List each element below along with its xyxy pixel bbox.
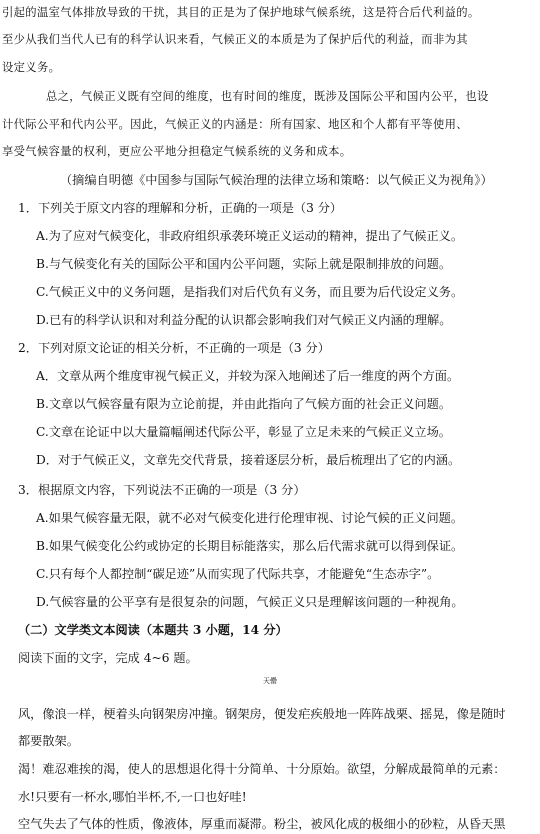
question-3-option-d[interactable]: D.气候容量的公平享有是很复杂的问题，气候正义只是理解该问题的一种视角。: [36, 595, 464, 609]
question-1-stem: 1．下列关于原文内容的理解和分析，正确的一项是（3 分）: [18, 201, 343, 215]
lead-line-4: 总之，气候正义既有空间的维度，也有时间的维度，既涉及国际公平和国内公平，也设: [46, 90, 489, 103]
question-3-stem: 3．根据原文内容，下列说法不正确的一项是（3 分）: [18, 483, 306, 497]
question-3-option-b[interactable]: B.如果气候变化公约或协定的长期目标能落实，那么后代需求就可以得到保证。: [36, 539, 464, 553]
section-heading: （二）文学类文本阅读（本题共 3 小题，14 分）: [18, 623, 288, 637]
question-1-option-b[interactable]: B.与气候变化有关的国际公平和国内公平问题，实际上就是限制排放的问题。: [36, 257, 452, 271]
story-line-1: 风，像浪一样，梗着头向钢架房冲撞。钢架房，便发疟疾般地一阵阵战栗、摇晃，像是随时: [18, 707, 506, 721]
citation: （摘编自明德《中国参与国际气候治理的法律立场和策略：以气候正义为视角》）: [60, 173, 493, 187]
question-2-option-d[interactable]: D．对于气候正义，文章先交代背景，接着逐层分析，最后梳理出了它的内涵。: [36, 453, 461, 467]
question-1-option-c[interactable]: C.气候正义中的义务问题，是指我们对后代负有义务，而且要为后代设定义务。: [36, 285, 464, 299]
story-line-5: 空气失去了气体的性质，像液体，厚重而凝滞。粉尘，被风化成的极细小的砂粒，从昏天黑: [18, 817, 506, 831]
question-2-option-a[interactable]: A．文章从两个维度审视气候正义，并较为深入地阐述了后一维度的两个方面。: [36, 369, 460, 383]
question-3-option-c[interactable]: C.只有每个人都控制“碳足迹”从而实现了代际共享，才能避免“生态赤字”。: [36, 567, 440, 581]
story-title: 天罍: [263, 677, 277, 685]
lead-line-1: 引起的温室气体排放导致的干扰，其目的正是为了保护地球气候系统，这是符合后代利益的。: [2, 6, 480, 19]
lead-line-3: 设定义务。: [2, 61, 61, 74]
question-2-stem: 2．下列对原文论证的相关分析，不正确的一项是（3 分）: [18, 341, 330, 355]
question-1-option-d[interactable]: D.已有的科学认识和对利益分配的认识都会影响我们对气候正义内涵的理解。: [36, 313, 452, 327]
question-2-option-c[interactable]: C.文章在论证中以大量篇幅阐述代际公平，彰显了立足未来的气候正义立场。: [36, 425, 451, 439]
story-line-3: 渴！难忍难挨的渴，使人的思想退化得十分简单、十分原始。欲望，分解成最简单的元素：: [18, 762, 506, 776]
story-line-4: 水!只要有一杯水,哪怕半杯,不,一口也好哇!: [18, 790, 247, 804]
reading-instruction: 阅读下面的文字，完成 4~6 题。: [18, 651, 198, 665]
question-3-option-a[interactable]: A.如果气候容量无限，就不必对气候变化进行伦理审视、讨论气候的正义问题。: [36, 511, 464, 525]
question-1-option-a[interactable]: A.为了应对气候变化，非政府组织承袭环境正义运动的精神，提出了气候正义。: [36, 229, 464, 243]
lead-line-2: 至少从我们当代人已有的科学认识来看，气候正义的本质是为了保护后代的利益，而非为其: [2, 33, 468, 46]
lead-line-6: 享受气候容量的权利，更应公平地分担稳定气候系统的义务和成本。: [2, 145, 352, 158]
question-2-option-b[interactable]: B.文章以气候容量有限为立论前提，并由此指向了气候方面的社会正义问题。: [36, 397, 452, 411]
lead-line-5: 计代际公平和代内公平。因此，气候正义的内涵是：所有国家、地区和个人都有平等使用、: [2, 118, 468, 131]
story-line-2: 都要散架。: [18, 734, 79, 748]
